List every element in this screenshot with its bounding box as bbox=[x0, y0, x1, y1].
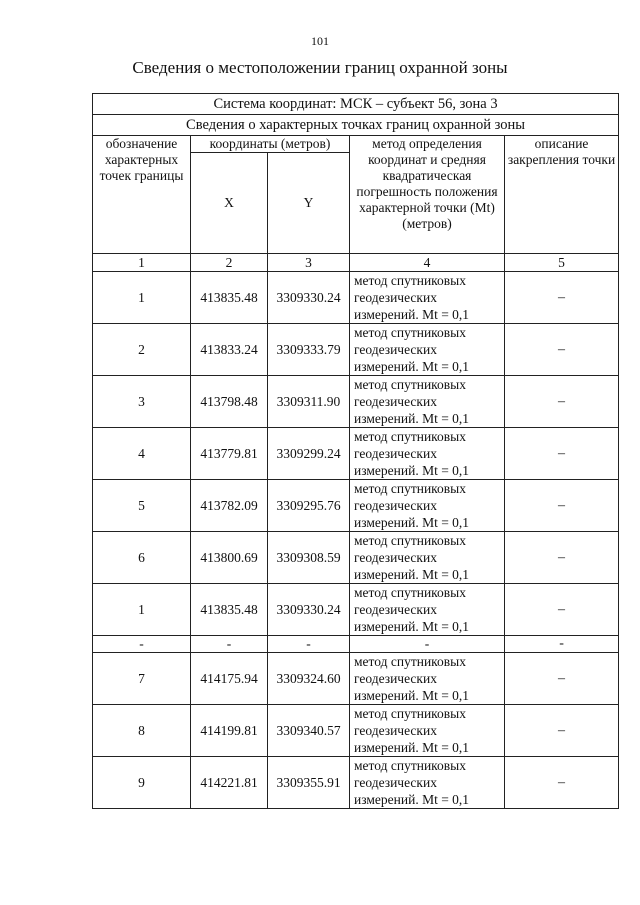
method-cell: метод спутниковых геодезических измерений. Mt = 0,1 bbox=[350, 272, 505, 324]
y-coordinate-cell: 3309340.57 bbox=[268, 705, 350, 757]
page-number: 101 bbox=[311, 34, 329, 48]
header-point: обозначение характерных точек границы bbox=[93, 136, 191, 254]
point-cell: 3 bbox=[93, 376, 191, 428]
x-coordinate-cell: - bbox=[191, 636, 268, 653]
description-cell: - bbox=[505, 636, 619, 653]
point-cell: 9 bbox=[93, 757, 191, 809]
coordinate-system-cell: Система координат: МСК – субъект 56, зона 3 bbox=[93, 94, 619, 115]
coordinate-system-row bbox=[93, 94, 619, 115]
x-coordinate-cell: 413833.24 bbox=[191, 324, 268, 376]
point-cell: 1 bbox=[93, 584, 191, 636]
description-cell: – bbox=[505, 532, 619, 584]
method-cell: метод спутниковых геодезических измерений. Mt = 0,1 bbox=[350, 757, 505, 809]
method-cell: - bbox=[350, 636, 505, 653]
table-row bbox=[93, 428, 619, 480]
description-cell: – bbox=[505, 653, 619, 705]
column-numbers-row bbox=[93, 254, 619, 272]
table-row bbox=[93, 324, 619, 376]
x-coordinate-cell: 413779.81 bbox=[191, 428, 268, 480]
x-coordinate-cell: 414175.94 bbox=[191, 653, 268, 705]
table-row bbox=[93, 653, 619, 705]
y-coordinate-cell: 3309324.60 bbox=[268, 653, 350, 705]
point-cell: - bbox=[93, 636, 191, 653]
y-coordinate-cell: 3309311.90 bbox=[268, 376, 350, 428]
table-row bbox=[93, 584, 619, 636]
description-cell: – bbox=[505, 757, 619, 809]
point-cell: 5 bbox=[93, 480, 191, 532]
point-cell: 1 bbox=[93, 272, 191, 324]
x-coordinate-cell: 413835.48 bbox=[191, 272, 268, 324]
y-coordinate-cell: 3309330.24 bbox=[268, 272, 350, 324]
method-cell: метод спутниковых геодезических измерений. Mt = 0,1 bbox=[350, 376, 505, 428]
column-number: 2 bbox=[191, 254, 268, 272]
document-title: Сведения о местоположении границ охранной зоны bbox=[132, 58, 508, 77]
table-row bbox=[93, 376, 619, 428]
x-coordinate-cell: 413835.48 bbox=[191, 584, 268, 636]
boundary-points-table bbox=[92, 93, 619, 809]
table-row bbox=[93, 480, 619, 532]
method-cell: метод спутниковых геодезических измерений. Mt = 0,1 bbox=[350, 584, 505, 636]
table-row bbox=[93, 705, 619, 757]
table-row bbox=[93, 272, 619, 324]
point-cell: 4 bbox=[93, 428, 191, 480]
y-coordinate-cell: - bbox=[268, 636, 350, 653]
y-coordinate-cell: 3309333.79 bbox=[268, 324, 350, 376]
description-cell: – bbox=[505, 324, 619, 376]
method-cell: метод спутниковых геодезических измерений. Mt = 0,1 bbox=[350, 705, 505, 757]
column-number: 4 bbox=[350, 254, 505, 272]
description-cell: – bbox=[505, 480, 619, 532]
method-cell: метод спутниковых геодезических измерений. Mt = 0,1 bbox=[350, 428, 505, 480]
y-coordinate-cell: 3309299.24 bbox=[268, 428, 350, 480]
description-cell: – bbox=[505, 428, 619, 480]
header-coords: координаты (метров) bbox=[191, 136, 350, 153]
table-subtitle-row bbox=[93, 115, 619, 136]
column-number: 1 bbox=[93, 254, 191, 272]
header-description: описание закрепления точки bbox=[505, 136, 619, 254]
method-cell: метод спутниковых геодезических измерений. Mt = 0,1 bbox=[350, 653, 505, 705]
method-cell: метод спутниковых геодезических измерений. Mt = 0,1 bbox=[350, 532, 505, 584]
description-cell: – bbox=[505, 705, 619, 757]
table-subtitle-cell: Сведения о характерных точках границ охранной зоны bbox=[93, 115, 619, 136]
description-cell: – bbox=[505, 272, 619, 324]
table-row bbox=[93, 532, 619, 584]
x-coordinate-cell: 414199.81 bbox=[191, 705, 268, 757]
point-cell: 2 bbox=[93, 324, 191, 376]
x-coordinate-cell: 414221.81 bbox=[191, 757, 268, 809]
header-row-1 bbox=[93, 136, 619, 153]
point-cell: 7 bbox=[93, 653, 191, 705]
table-separator-row bbox=[93, 636, 619, 653]
y-coordinate-cell: 3309330.24 bbox=[268, 584, 350, 636]
description-cell: – bbox=[505, 584, 619, 636]
y-coordinate-cell: 3309308.59 bbox=[268, 532, 350, 584]
description-cell: – bbox=[505, 376, 619, 428]
header-method: метод определения координат и средняя квадратическая погрешность положения характерной точки (Mt) (метров) bbox=[350, 136, 505, 254]
point-cell: 6 bbox=[93, 532, 191, 584]
header-x: X bbox=[191, 153, 268, 254]
method-cell: метод спутниковых геодезических измерений. Mt = 0,1 bbox=[350, 324, 505, 376]
x-coordinate-cell: 413782.09 bbox=[191, 480, 268, 532]
table-row bbox=[93, 757, 619, 809]
x-coordinate-cell: 413800.69 bbox=[191, 532, 268, 584]
y-coordinate-cell: 3309355.91 bbox=[268, 757, 350, 809]
y-coordinate-cell: 3309295.76 bbox=[268, 480, 350, 532]
column-number: 5 bbox=[505, 254, 619, 272]
method-cell: метод спутниковых геодезических измерений. Mt = 0,1 bbox=[350, 480, 505, 532]
column-number: 3 bbox=[268, 254, 350, 272]
x-coordinate-cell: 413798.48 bbox=[191, 376, 268, 428]
header-y: Y bbox=[268, 153, 350, 254]
point-cell: 8 bbox=[93, 705, 191, 757]
